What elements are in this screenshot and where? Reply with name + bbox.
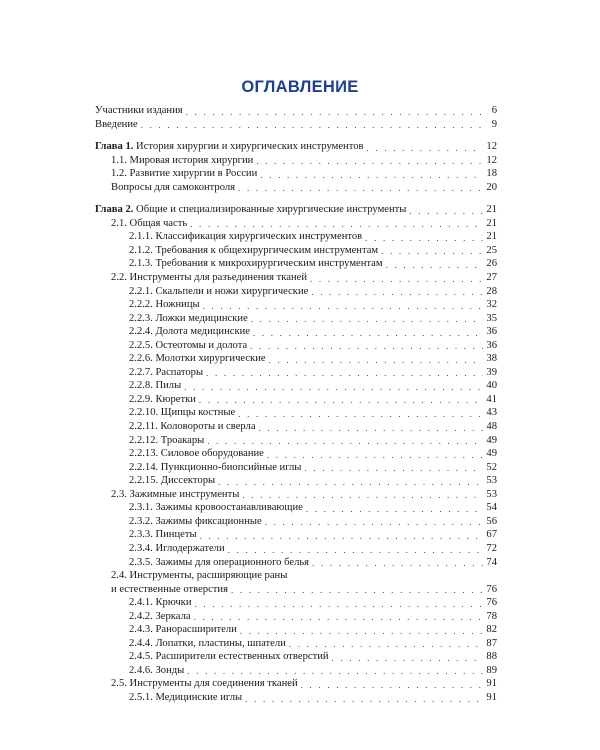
toc-entry-title: 2.2. Инструменты для разъединения тканей [111, 272, 307, 284]
toc-entry-title: 2.2.8. Пилы [129, 380, 182, 392]
dot-leader [187, 666, 483, 677]
toc-entry-title: 2.1.1. Классификация хирургических инструментов [129, 231, 363, 243]
page-number: 76 [486, 583, 497, 595]
toc-entry[interactable] [95, 623, 497, 637]
dot-leader [141, 120, 484, 131]
dot-leader [304, 463, 483, 474]
page-number: 9 [491, 118, 497, 130]
toc-entry[interactable] [95, 461, 497, 475]
toc-entry-title: 2.2.10. Щипцы костные [129, 407, 236, 419]
dot-leader [265, 517, 484, 528]
dot-leader [301, 680, 484, 691]
dot-leader [242, 490, 483, 501]
toc-entry-title: 2.2.6. Молотки хирургические [129, 353, 266, 365]
page-number: 76 [486, 597, 497, 609]
page-number: 74 [486, 556, 497, 568]
toc-entry-title: 2.2.5. Остеотомы и долота [129, 339, 248, 351]
page-number: 54 [486, 502, 497, 514]
dot-leader [289, 639, 484, 650]
toc-entry[interactable] [95, 285, 497, 299]
toc-entry-title: 2.5.1. Медицинские иглы [129, 691, 243, 703]
dot-leader [238, 183, 483, 194]
toc-entry-title: 2.2.14. Пункционно-биопсийные иглы [129, 461, 302, 473]
chapter-label: Глава 2. [95, 204, 134, 216]
table-of-contents [95, 104, 497, 705]
page-number: 49 [486, 434, 497, 446]
toc-entry-title: 2.4.6. Зонды [129, 664, 185, 676]
toc-entry-title: 2.1.3. Требования к микрохирургическим инструментам [129, 258, 383, 270]
toc-entry-title: 2.2.4. Долота медицинские [129, 326, 250, 338]
page-number: 40 [486, 380, 497, 392]
toc-entry-title: 2.1.2. Требования к общехирургическим инструментам [129, 244, 379, 256]
dot-leader [231, 585, 483, 596]
toc-entry-title: 2.3.2. Зажимы фиксационные [129, 515, 262, 527]
toc-entry[interactable] [95, 379, 497, 393]
toc-entry[interactable] [95, 140, 497, 154]
dot-leader [365, 233, 483, 244]
toc-entry-title: 2.2.2. Ножницы [129, 299, 200, 311]
toc-entry-title: Введение [95, 118, 138, 130]
dot-leader [306, 504, 484, 515]
page-number: 78 [486, 610, 497, 622]
page-number: 41 [486, 393, 497, 405]
toc-entry[interactable] [95, 271, 497, 285]
page-number: 35 [486, 312, 497, 324]
chapter-title: История хирургии и хирургических инструментов [133, 141, 364, 153]
toc-entry-title: 2.2.11. Коловороты и сверла [129, 421, 256, 433]
page-number: 38 [486, 353, 497, 365]
dot-leader [240, 626, 484, 637]
toc-entry-title: 2.4.3. Ранорасширители [129, 624, 237, 636]
toc-entry-title: 2.2.3. Ложки медицинские [129, 312, 248, 324]
toc-entry-title: Вопросы для самоконтроля [111, 181, 236, 193]
section-gap [95, 131, 497, 140]
page-number: 82 [486, 624, 497, 636]
toc-entry-title: 2.5. Инструменты для соединения тканей [111, 678, 298, 690]
page-number: 21 [486, 217, 497, 229]
toc-entry[interactable] [95, 203, 497, 217]
toc-entry-title: 2.2.7. Распаторы [129, 366, 204, 378]
page-number: 21 [486, 231, 497, 243]
dot-leader [194, 612, 484, 623]
toc-entry[interactable] [95, 230, 497, 244]
dot-leader [238, 409, 483, 420]
page-number: 91 [486, 691, 497, 703]
toc-entry[interactable] [95, 556, 497, 570]
dot-leader [200, 531, 484, 542]
toc-entry-title: и естественные отверстия [111, 583, 228, 595]
toc-entry[interactable] [95, 244, 497, 258]
dot-leader [256, 156, 483, 167]
toc-entry-title: 2.4.4. Лопатки, пластины, шпатели [129, 637, 286, 649]
toc-entry-title: 2.4.5. Расширители естественных отверстий [129, 651, 329, 663]
toc-entry[interactable] [95, 569, 497, 583]
page-number: 6 [491, 105, 497, 116]
toc-entry-title: 2.2.15. Диссекторы [129, 475, 216, 487]
page-number: 72 [486, 542, 497, 554]
toc-entry[interactable] [95, 339, 497, 353]
toc-entry[interactable] [95, 312, 497, 326]
toc-entry-title [95, 203, 406, 217]
page-number: 27 [486, 272, 497, 284]
dot-leader [259, 423, 484, 434]
toc-entry[interactable] [95, 298, 497, 312]
page-number: 26 [486, 258, 497, 270]
toc-entry[interactable] [95, 366, 497, 380]
toc-entry-title: 1.2. Развитие хирургии в России [111, 168, 258, 180]
page-number: 36 [486, 326, 497, 338]
dot-leader [253, 328, 483, 339]
section-gap [95, 194, 497, 203]
toc-entry[interactable] [95, 325, 497, 339]
dot-leader [381, 246, 483, 257]
toc-entry-title: 2.2.13. Силовое оборудование [129, 448, 264, 460]
dot-leader [260, 170, 483, 181]
page-number: 36 [486, 339, 497, 351]
toc-entry-title: 2.3.3. Пинцеты [129, 529, 197, 541]
toc-entry[interactable] [95, 352, 497, 366]
dot-leader [312, 558, 483, 569]
toc-entry[interactable] [95, 181, 497, 195]
page-number: 53 [486, 488, 497, 500]
toc-entry-title: 2.4.1. Крючки [129, 597, 192, 609]
dot-leader [207, 436, 483, 447]
toc-entry-title: 2.3. Зажимные инструменты [111, 488, 240, 500]
toc-entry[interactable] [95, 677, 497, 691]
page-title: ОГЛАВЛЕНИЕ [241, 78, 359, 96]
toc-entry[interactable] [95, 393, 497, 407]
dot-leader [251, 314, 484, 325]
toc-entry-title: 2.2.9. Кюретки [129, 393, 196, 405]
toc-entry[interactable] [95, 596, 497, 610]
dot-leader [199, 395, 483, 406]
toc-entry-title: Участники издания [95, 105, 183, 116]
dot-leader [311, 287, 483, 298]
page-number: 88 [486, 651, 497, 663]
toc-entry[interactable] [95, 488, 497, 502]
dot-leader [184, 382, 483, 393]
chapter-label: Глава 1. [95, 141, 134, 153]
toc-entry[interactable] [95, 447, 497, 461]
page-number: 20 [486, 181, 497, 193]
toc-entry[interactable] [95, 154, 497, 168]
toc-entry-title: 2.2.1. Скальпели и ножи хирургические [129, 285, 309, 297]
page-number: 18 [486, 168, 497, 180]
toc-entry[interactable] [95, 406, 497, 420]
toc-entry[interactable] [95, 542, 497, 556]
toc-entry-title: 2.2.12. Троакары [129, 434, 205, 446]
toc-entry[interactable] [95, 691, 497, 705]
dot-leader [245, 694, 483, 705]
page-number: 89 [486, 664, 497, 676]
toc-entry[interactable] [95, 217, 497, 231]
toc-entry[interactable] [95, 637, 497, 651]
toc-entry[interactable] [95, 118, 497, 132]
dot-leader [195, 599, 484, 610]
toc-entry[interactable] [95, 515, 497, 529]
toc-entry-title: 2.4. Инструменты, расширяющие раны [111, 570, 288, 582]
page-number: 28 [486, 285, 497, 297]
dot-leader [332, 653, 484, 664]
dot-leader [386, 260, 484, 271]
toc-entry-title: 2.1. Общая часть [111, 217, 188, 229]
toc-entry[interactable] [95, 583, 497, 597]
toc-entry[interactable] [95, 474, 497, 488]
toc-entry[interactable] [95, 420, 497, 434]
toc-entry-title: 2.3.4. Иглодержатели [129, 542, 225, 554]
page-number: 67 [486, 529, 497, 541]
page-number: 12 [486, 154, 497, 166]
toc-entry-title: 2.4.2. Зеркала [129, 610, 191, 622]
dot-leader [250, 341, 483, 352]
page-number: 49 [486, 448, 497, 460]
dot-leader [228, 545, 484, 556]
dot-leader [267, 450, 484, 461]
dot-leader [269, 355, 484, 366]
dot-leader [203, 301, 484, 312]
chapter-title: Общие и специализированные хирургические инструменты [133, 204, 407, 216]
dot-leader [409, 206, 483, 217]
toc-entry-title [95, 140, 364, 154]
dot-leader [218, 477, 483, 488]
toc-entry[interactable] [95, 167, 497, 181]
toc-entry[interactable] [95, 650, 497, 664]
page-number: 43 [486, 407, 497, 419]
dot-leader [310, 274, 483, 285]
page-number: 48 [486, 421, 497, 433]
toc-entry[interactable] [95, 528, 497, 542]
page-number: 21 [486, 204, 497, 216]
dot-leader [206, 368, 483, 379]
dot-leader [190, 219, 483, 230]
toc-entry[interactable] [95, 434, 497, 448]
page-number: 53 [486, 475, 497, 487]
page-number: 56 [486, 515, 497, 527]
toc-entry-title: 1.1. Мировая история хирургии [111, 154, 254, 166]
dot-leader [367, 143, 484, 154]
page-number: 25 [486, 244, 497, 256]
page-number: 52 [486, 461, 497, 473]
toc-entry-title: 2.3.1. Зажимы кровоостанавливающие [129, 502, 303, 514]
toc-entry[interactable] [95, 664, 497, 678]
toc-entry[interactable] [95, 257, 497, 271]
page-number: 87 [486, 637, 497, 649]
toc-entry[interactable] [95, 610, 497, 624]
page-number: 39 [486, 366, 497, 378]
page-number: 91 [486, 678, 497, 690]
toc-entry[interactable] [95, 501, 497, 515]
page-number: 12 [486, 141, 497, 153]
page-number: 32 [486, 299, 497, 311]
dot-leader [186, 107, 484, 118]
toc-entry[interactable] [95, 104, 497, 118]
toc-entry-title: 2.3.5. Зажимы для операционного белья [129, 556, 310, 568]
